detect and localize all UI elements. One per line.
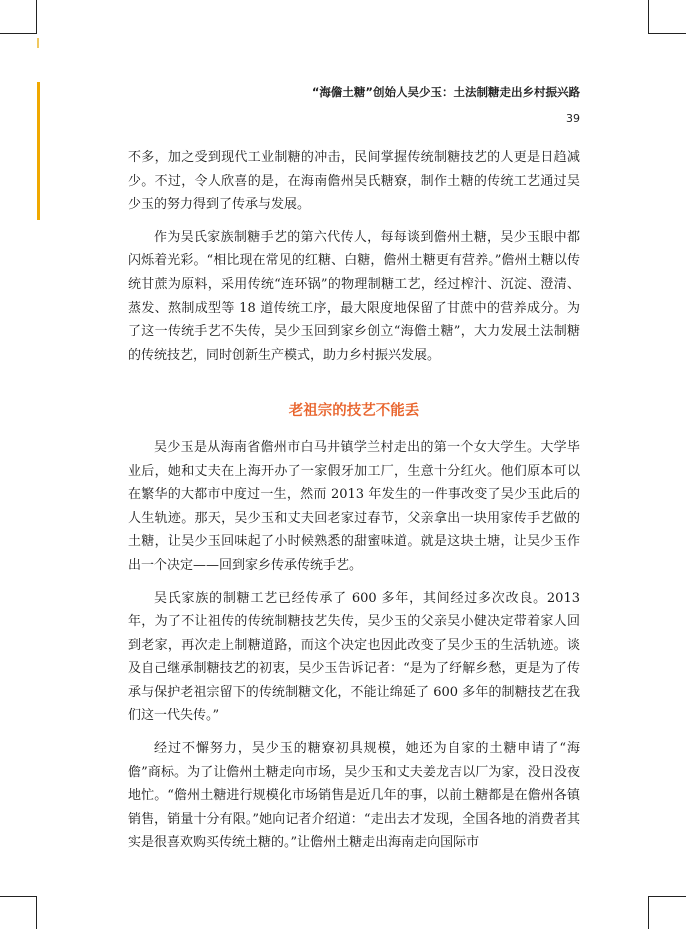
article-body bbox=[128, 146, 580, 864]
crop-mark-bottom-right-h bbox=[648, 896, 686, 897]
running-head: “海儋土糖”创始人吴少玉：土法制糖走出乡村振兴路 bbox=[311, 85, 580, 99]
page-number: 39 bbox=[566, 112, 580, 125]
paragraph: 不多，加之受到现代工业制糖的冲击，民间掌握传统制糖技艺的人更是日趋减少。不过，令人欣喜的是，在海南儋州吴氏糖寮，制作土糖的传统工艺通过吴少玉的努力得到了传承与发展。 bbox=[128, 150, 580, 213]
crop-mark-bottom-left-v bbox=[36, 896, 37, 929]
margin-accent-dash bbox=[37, 38, 39, 48]
paragraph: 吴少玉是从海南省儋州市白马井镇学兰村走出的第一个女大学生。大学毕业后，她和丈夫在上海开办了一家假牙加工厂，生意十分红火。他们原本可以在繁华的大都市中度过一生，然而 2013 年发生的一件事改变了吴少玉此后的人生轨迹。那天，吴少玉和丈夫回老家过春节，父亲拿出一块用家传手艺做的土糖，让吴少玉回味起了小时候熟悉的甜蜜味道。就是这块土塘，让吴少玉作出一个决定——回到家乡传承传统手艺。 bbox=[128, 439, 580, 573]
crop-mark-top-left-h bbox=[0, 33, 36, 34]
section-heading: 老祖宗的技艺不能丢 bbox=[288, 403, 420, 420]
paragraph: 作为吴氏家族制糖手艺的第六代传人，每每谈到儋州土糖，吴少玉眼中都闪烁着光彩。“相比现在常见的红糖、白糖，儋州土糖更有营养。”儋州土糖以传统甘蔗为原料，采用传统“连环锅”的物理制糖工艺，经过榨汁、沉淀、澄清、蒸发、熬制成型等 18 道传统工序，最大限度地保留了甘蔗中的营养成分。为了这一传统手艺不失传，吴少玉回到家乡创立“海儋土糖”，大力发展土法制糖的传统技艺，同时创新生产模式，助力乡村振兴发展。 bbox=[128, 229, 580, 363]
crop-mark-bottom-right-v bbox=[648, 896, 649, 929]
crop-mark-top-left-v bbox=[36, 0, 37, 34]
crop-mark-top-right-h bbox=[648, 33, 686, 34]
crop-mark-top-right-v bbox=[648, 0, 649, 34]
crop-mark-bottom-left-h bbox=[0, 896, 36, 897]
margin-accent-bar bbox=[37, 82, 40, 220]
paragraph: 吴氏家族的制糖工艺已经传承了 600 多年，其间经过多次改良。2013 年，为了不让祖传的传统制糖技艺失传，吴少玉的父亲吴小健决定带着家人回到老家，再次走上制糖道路，而这个决定也因此改变了吴少玉的生活轨迹。谈及自己继承制糖技艺的初衷，吴少玉告诉记者：“是为了纾解乡愁，更是为了传承与保护老祖宗留下的传统制糖文化，不能让绵延了 600 多年的制糖技艺在我们这一代失传。” bbox=[128, 590, 580, 724]
paragraph: 经过不懈努力，吴少玉的糖寮初具规模，她还为自家的土糖申请了“海儋”商标。为了让儋州土糖走向市场，吴少玉和丈夫姜龙吉以厂为家，没日没夜地忙。“儋州土糖进行规模化市场销售是近几年的事，以前土糖都是在儋州各镇销售，销量十分有限。”她向记者介绍道：“走出去才发现，全国各地的消费者其实是很喜欢购买传统土糖的。”让儋州土糖走出海南走向国际市 bbox=[128, 741, 580, 851]
